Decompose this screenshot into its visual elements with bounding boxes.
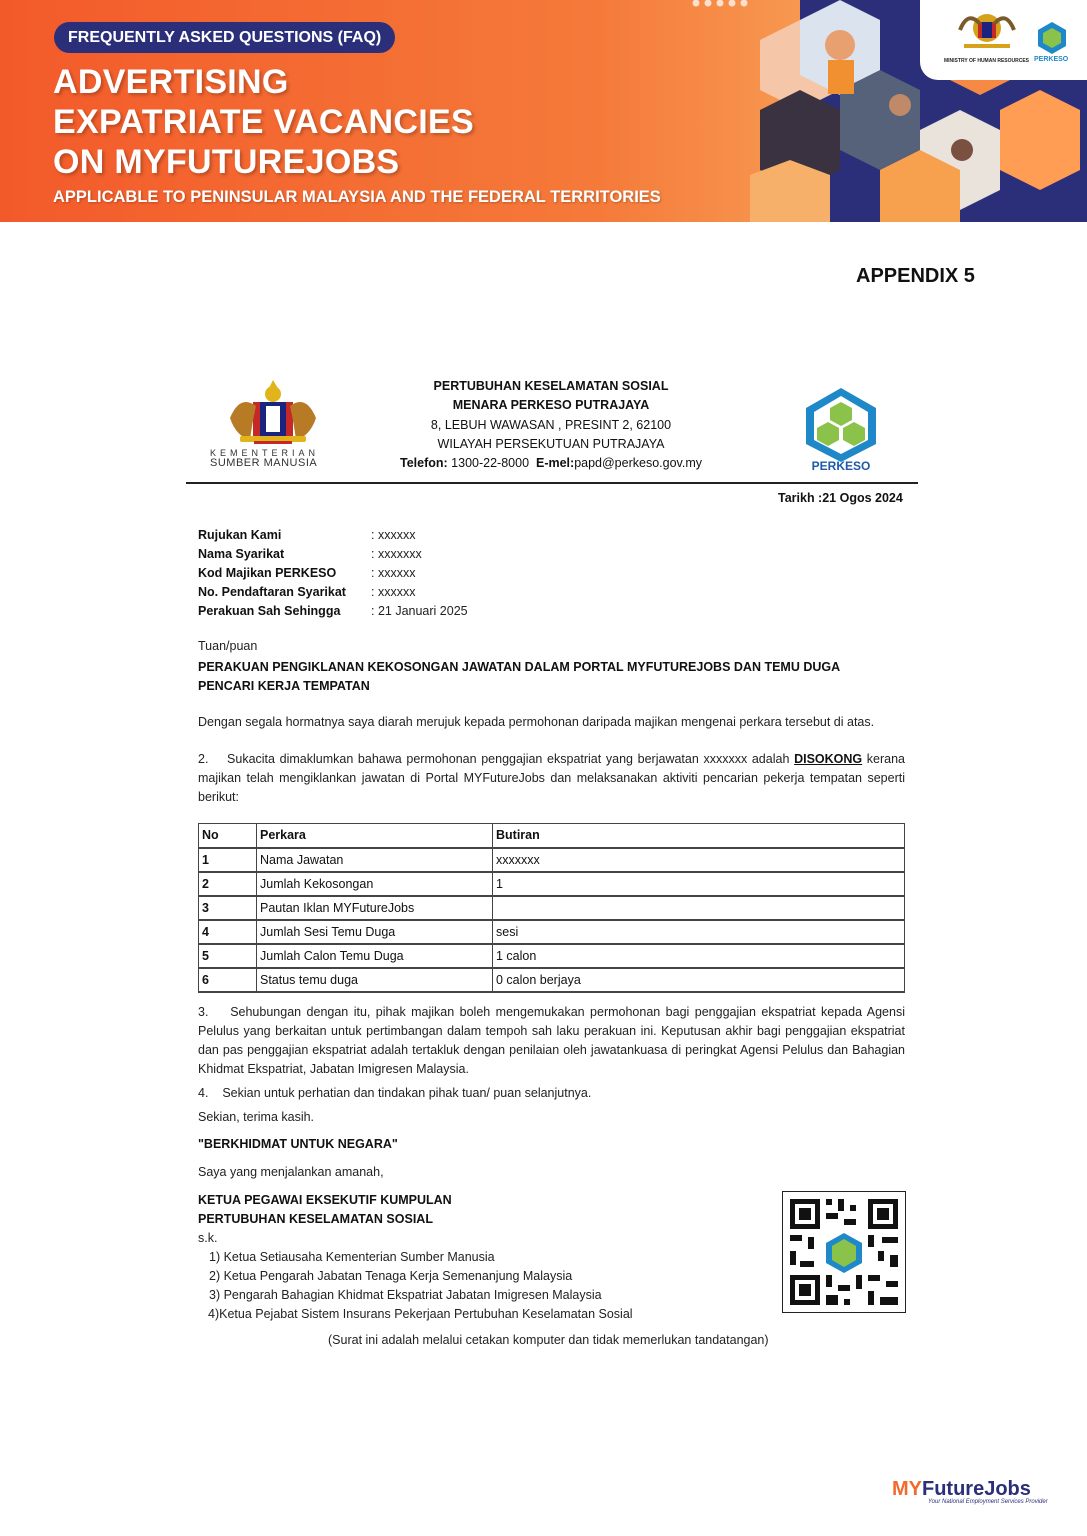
details-table <box>198 823 905 993</box>
table-row <box>199 920 905 944</box>
letterhead-divider <box>186 482 918 484</box>
header-item: Perkara <box>257 824 493 848</box>
email-label: E-mel: <box>535 456 575 471</box>
org-region: WILAYAH PERSEKUTUAN PUTRAJAYA <box>437 436 665 451</box>
table-row <box>199 872 905 896</box>
brand-part-2: FutureJobs <box>922 1478 1031 1500</box>
header-detail: Butiran <box>493 824 905 848</box>
banner-title-line-1: ADVERTISING <box>53 63 289 101</box>
salutation: Tuan/puan <box>198 639 258 653</box>
paragraph-2 <box>198 750 905 807</box>
banner-title <box>53 62 474 182</box>
signatory-line-1: KETUA PEGAWAI EKSEKUTIF KUMPULAN <box>198 1193 452 1207</box>
banner-title-line-3: ON MYFUTUREJOBS <box>53 143 400 181</box>
paragraph-3: 3. Sehubungan dengan itu, pihak majikan boleh mengemukakan permohonan bagi penggajian ekspatriat kepada Agensi Pelulus yang berkaitan untuk pertimbangan dalam tempoh sah laku perakuan ini. Keputusan akhir bagi penggajian ekspatriat dan pas penggajian ekspatriat adalah tertakluk dengan penilaian oleh jawatankuasa di peringkat Agensi Pelulus dan Bahagian Khidmat Ekspatriat, Jabatan Imigresen Malaysia. <box>198 1005 905 1076</box>
cell-no: 2 <box>199 872 257 896</box>
cell-item: Nama Jawatan <box>257 848 493 872</box>
supported-emphasis: DISOKONG <box>794 752 863 766</box>
cell-detail: sesi <box>493 920 905 944</box>
field-label: Rujukan Kami <box>198 528 282 542</box>
partner-logos <box>920 0 1087 80</box>
cc-item: 2) Ketua Pengarah Jabatan Tenaga Kerja Semenanjung Malaysia <box>209 1269 573 1283</box>
org-building: MENARA PERKESO PUTRAJAYA <box>452 398 650 413</box>
cell-detail: 1 calon <box>493 944 905 968</box>
org-street: 8, LEBUH WAWASAN , PRESINT 2, 62100 <box>430 417 672 432</box>
email-address: papd@perkeso.gov.my <box>574 456 702 471</box>
cc-item: 3) Pengarah Bahagian Khidmat Ekspatriat Jabatan Imigresen Malaysia <box>209 1288 602 1302</box>
org-address-block <box>380 377 722 473</box>
brand-tagline: Your National Employment Services Provider <box>928 1499 1048 1505</box>
cell-item: Jumlah Calon Temu Duga <box>257 944 493 968</box>
computer-generated-note: (Surat ini adalah melalui cetakan komputer dan tidak memerlukan tandatangan) <box>328 1333 769 1347</box>
subject-line-1: PERAKUAN PENGIKLANAN KEKOSONGAN JAWATAN DALAM PORTAL MYFUTUREJOBS DAN TEMU DUGA <box>198 660 841 674</box>
phone-label: Telefon: <box>400 456 448 471</box>
table-row <box>199 944 905 968</box>
paragraph-2-text-end: kerana majikan telah mengiklankan jawatan di Portal MYFutureJobs dan melaksanakan aktiviti pencarian pekerja tempatan seperti berikut: <box>198 752 905 804</box>
table-row <box>199 968 905 992</box>
trust-line: Saya yang menjalankan amanah, <box>198 1165 384 1179</box>
brand-part-1: MY <box>892 1478 922 1500</box>
org-name: PERTUBUHAN KESELAMATAN SOSIAL <box>433 379 669 393</box>
field-label: Perakuan Sah Sehingga <box>198 604 341 618</box>
cell-no: 4 <box>199 920 257 944</box>
cc-item: 1) Ketua Setiausaha Kementerian Sumber Manusia <box>209 1250 495 1264</box>
field-value: : 21 Januari 2025 <box>371 604 468 618</box>
myfuturejobs-logo <box>892 1478 1031 1501</box>
field-value: : xxxxxx <box>371 566 416 580</box>
ministry-caption-line-2: SUMBER MANUSIA <box>210 457 318 469</box>
cc-label: s.k. <box>198 1231 218 1245</box>
org-contact <box>380 454 722 473</box>
header-no: No <box>199 824 257 848</box>
signatory-line-2: PERTUBUHAN KESELAMATAN SOSIAL <box>198 1212 433 1226</box>
field-label: No. Pendaftaran Syarikat <box>198 585 346 599</box>
field-value: : xxxxxxx <box>371 547 422 561</box>
cell-detail: 0 calon berjaya <box>493 968 905 992</box>
qr-code-icon <box>782 1191 906 1313</box>
cell-no: 6 <box>199 968 257 992</box>
perkeso-logo-text: PERKESO <box>811 459 871 473</box>
table-header-row <box>199 824 905 848</box>
field-label: Nama Syarikat <box>198 547 285 561</box>
field-value: : xxxxxx <box>371 528 416 542</box>
cell-no: 1 <box>199 848 257 872</box>
paragraph-1: Dengan segala hormatnya saya diarah merujuk kepada permohonan daripada majikan mengenai perkara tersebut di atas. <box>198 715 875 729</box>
closing: Sekian, terima kasih. <box>198 1110 315 1124</box>
cell-detail <box>493 896 905 920</box>
cell-item: Status temu duga <box>257 968 493 992</box>
cc-item: 4)Ketua Pejabat Sistem Insurans Pekerjaan Pertubuhan Keselamatan Sosial <box>208 1307 633 1321</box>
perkeso-caption: PERKESO <box>1034 56 1069 63</box>
paragraph-2-text: 2. Sukacita dimaklumkan bahawa permohonan penggajian ekspatriat yang berjawatan xxxxxxx adalah <box>198 752 795 766</box>
banner-subtitle: APPLICABLE TO PENINSULAR MALAYSIA AND THE FEDERAL TERRITORIES <box>53 188 661 206</box>
subject-line-2: PENCARI KERJA TEMPATAN <box>198 679 370 693</box>
cell-detail: 1 <box>493 872 905 896</box>
banner-title-line-2: EXPATRIATE VACANCIES <box>53 103 474 141</box>
perkeso-logo-icon <box>800 386 882 474</box>
motto: "BERKHIDMAT UNTUK NEGARA" <box>198 1137 398 1151</box>
cell-item: Jumlah Sesi Temu Duga <box>257 920 493 944</box>
cell-item: Jumlah Kekosongan <box>257 872 493 896</box>
appendix-label: APPENDIX 5 <box>856 265 975 287</box>
field-label: Kod Majikan PERKESO <box>198 566 337 580</box>
ministry-caption-line-1: KEMENTERIAN <box>210 448 320 458</box>
header-banner <box>0 0 1087 222</box>
table-row <box>199 896 905 920</box>
cell-no: 5 <box>199 944 257 968</box>
ministry-caption: MINISTRY OF HUMAN RESOURCES <box>944 58 1030 64</box>
phone-number: 1300-22-8000 <box>451 456 530 471</box>
letter-date: Tarikh :21 Ogos 2024 <box>778 491 903 505</box>
faq-pill: FREQUENTLY ASKED QUESTIONS (FAQ) <box>54 22 395 53</box>
cell-item: Pautan Iklan MYFutureJobs <box>257 896 493 920</box>
perkeso-mini-logo-icon <box>1034 20 1070 56</box>
paragraph-4: 4. Sekian untuk perhatian dan tindakan pihak tuan/ puan selanjutnya. <box>198 1086 592 1100</box>
table-row <box>199 848 905 872</box>
cell-detail: xxxxxxx <box>493 848 905 872</box>
field-value: : xxxxxx <box>371 585 416 599</box>
cell-no: 3 <box>199 896 257 920</box>
